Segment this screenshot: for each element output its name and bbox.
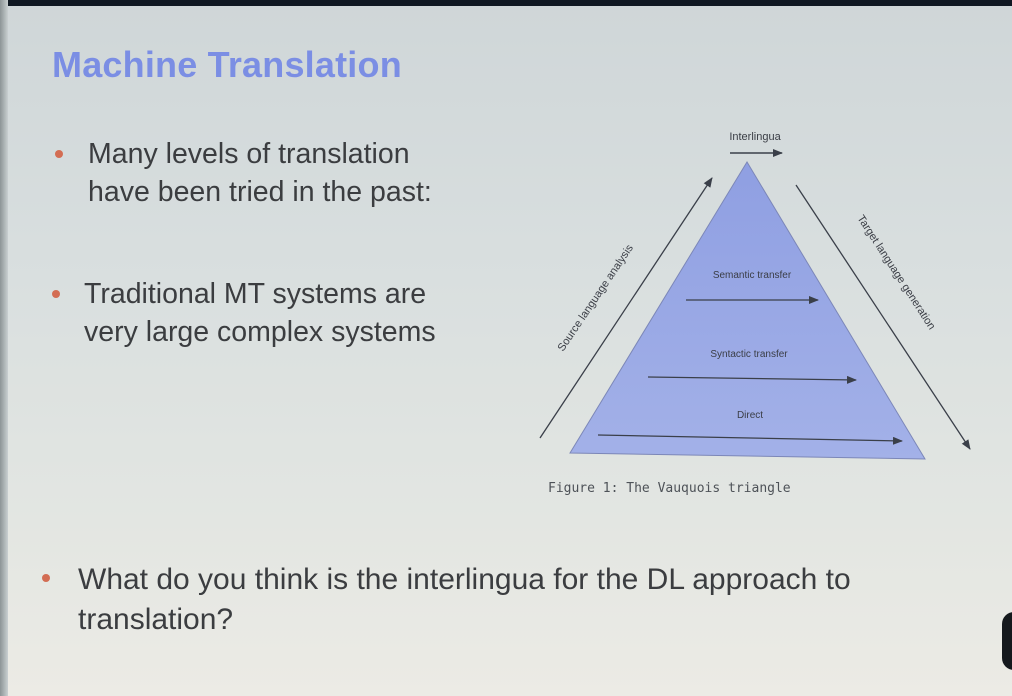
bullet-3-line-2: translation? (78, 603, 234, 636)
semantic-transfer-label: Semantic transfer (712, 270, 792, 281)
bullet-1-line-2: have been tried in the past: (88, 176, 432, 208)
source-analysis-label: Source language analysis (555, 242, 636, 354)
slide-title: Machine Translation (52, 44, 402, 85)
bullet-2-line-1: Traditional MT systems are (84, 278, 427, 310)
bullet-3-line-1: What do you think is the interlingua for the DL approach to (78, 563, 851, 596)
direct-label: Direct (736, 410, 764, 421)
bullet-1-line-1: Many levels of translation (88, 138, 410, 170)
target-generation-label: Target language generation (854, 213, 938, 332)
bullet-2-line-2: very large complex systems (84, 316, 436, 348)
figure-caption: Figure 1: The Vauquois triangle (548, 481, 791, 496)
syntactic-transfer-label: Syntactic transfer (710, 349, 788, 360)
apex-label: Interlingua (729, 131, 781, 143)
